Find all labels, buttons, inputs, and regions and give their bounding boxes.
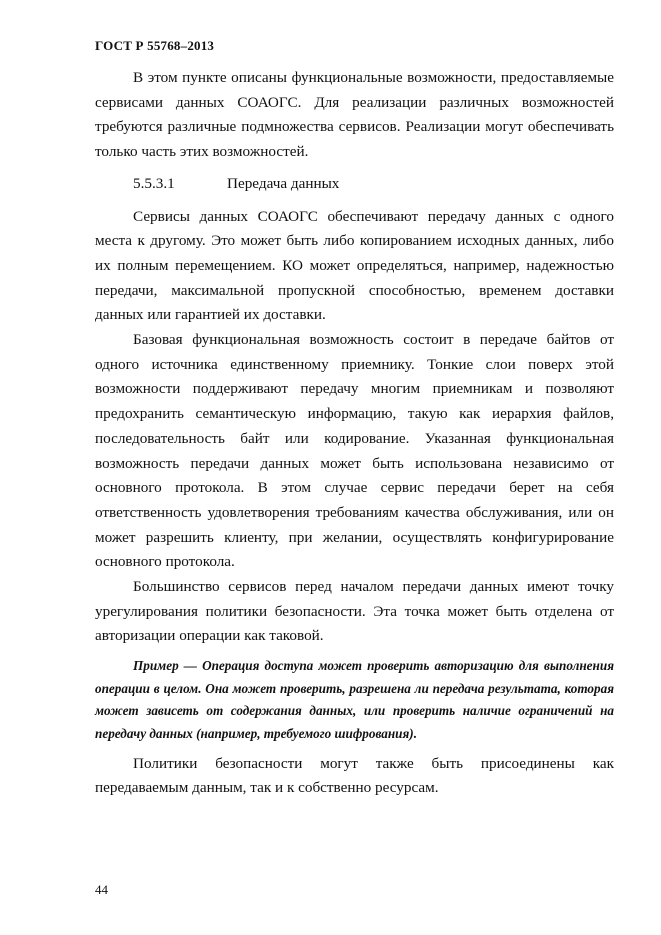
body-text — [95, 66, 614, 801]
paragraph-data-transfer: Сервисы данных СОАОГС обеспечивают передачу данных с одного места к другому. Это может быть либо копированием исходных данных, либо их полным перемещением. КО может определяться, например, надежностью передачи, максимальной пропускной способностью, временем доставки данных или гарантией их доставки. — [95, 207, 614, 324]
intro-paragraph: В этом пункте описаны функциональные возможности, предоставляемые сервисами данных СОАОГС. Для реализации различных возможностей требуются различные подмножества сервисов. Реализации могут обеспечивать только часть этих возможностей. — [95, 69, 614, 161]
paragraph-base-capability: Базовая функциональная возможность состоит в передаче байтов от одного источника единственному приемнику. Тонкие слои поверх этой возможности поддерживают передачу многим приемникам и позволяют предохранить семантическую информацию, такую как иерархия файлов, последовательность байт или кодирование. Указанная функциональная возможность передачи данных может быть использована независимо от основного протокола. В этом случае сервис передачи берет на себя ответственность удовлетворения требованиям качества обслуживания, или он может разрешить клиенту, при желании, осуществлять конфигурирование основного протокола. — [95, 331, 614, 571]
section-number: 5.5.3.1 — [133, 174, 175, 192]
paragraph-security-policy: Большинство сервисов перед началом передачи данных имеют точку урегулирования политики безопасности. Эта точка может быть отделена от авторизации операции как таковой. — [95, 578, 614, 645]
section-heading — [95, 172, 614, 197]
page-number: 44 — [95, 882, 108, 897]
section-title: Передача данных — [227, 174, 340, 192]
closing-paragraph: Политики безопасности могут также быть присоединены как передаваемым данным, так и к собственно ресурсам. — [95, 754, 614, 797]
standard-header: ГОСТ Р 55768–2013 — [95, 38, 215, 53]
example-note: Пример — Операция доступа может проверить авторизацию для выполнения операции в целом. Она может проверить, разрешена ли передача результата, которая может зависеть от содержания данных, или проверить наличие ограничений на передачу данных (например, требуемого шифрования). — [95, 658, 614, 741]
